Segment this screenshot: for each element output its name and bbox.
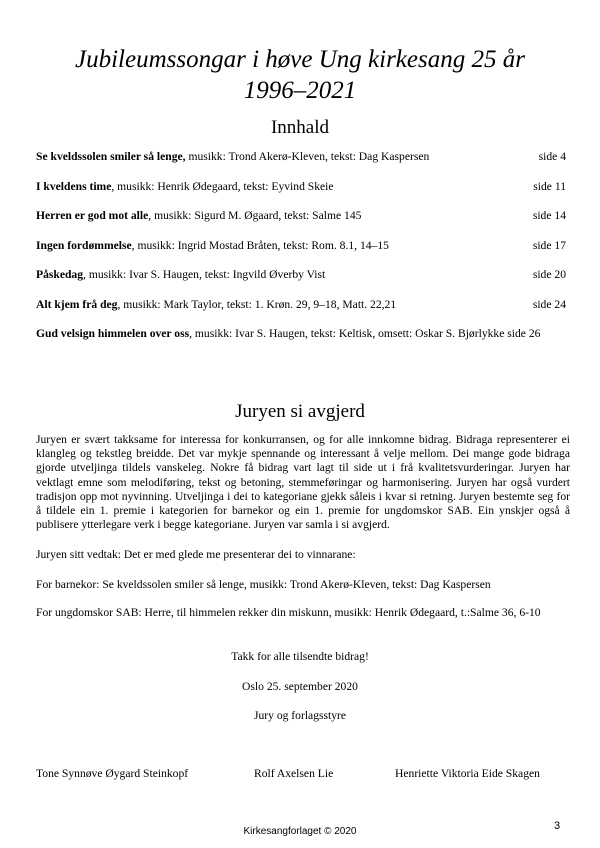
- signature-name: Henriette Viktoria Eide Skagen: [395, 767, 540, 780]
- winner-barnekor: For barnekor: Se kveldssolen smiler så lenge, musikk: Trond Akerø-Kleven, tekst: Dag Kaspersen: [36, 578, 491, 591]
- footer-publisher: Kirkesangforlaget © 2020: [243, 826, 357, 837]
- toc-page-ref: side 26: [507, 327, 541, 340]
- toc-page-ref: side 17: [532, 238, 566, 252]
- jury-heading: Juryen si avgjerd: [235, 401, 365, 422]
- toc-song-title: Ingen fordømmelse: [36, 238, 132, 252]
- toc-item: [36, 150, 566, 180]
- toc-song-title: Påskedag: [36, 268, 84, 281]
- toc-song-details: , musikk: Ivar S. Haugen, tekst: Ingvild Øverby Vist: [83, 268, 326, 281]
- thanks-line: Takk for alle tilsendte bidrag!: [231, 650, 369, 663]
- toc-page-ref: side 4: [538, 150, 566, 163]
- jury-verdict: Juryen sitt vedtak: Det er med glede me presenterar dei to vinnarane:: [36, 548, 356, 561]
- toc-item: [36, 268, 566, 298]
- toc-song-title: Se kveldssolen smiler så lenge,: [36, 150, 186, 163]
- toc-page-ref: side 24: [532, 297, 566, 311]
- signature-name: Rolf Axelsen Lie: [254, 767, 334, 780]
- document-title: [0, 44, 600, 106]
- toc-song-title: Gud velsign himmelen over oss: [36, 327, 190, 340]
- toc-song-details: , musikk: Mark Taylor, tekst: 1. Krøn. 29, 9–18, Matt. 22,21: [117, 297, 397, 311]
- table-of-contents: [36, 150, 566, 357]
- toc-song-title: I kveldens time: [36, 179, 112, 193]
- signature-name: Tone Synnøve Øygard Steinkopf: [36, 767, 189, 780]
- toc-item: [36, 327, 566, 357]
- page-number: 3: [554, 820, 561, 832]
- toc-page-ref: side 20: [532, 268, 566, 281]
- toc-heading: Innhald: [270, 117, 330, 138]
- toc-item: [36, 180, 566, 210]
- toc-song-details: musikk: Trond Akerø-Kleven, tekst: Dag Kaspersen: [185, 150, 430, 163]
- place-date-line: Oslo 25. september 2020: [242, 680, 358, 693]
- toc-song-details: , musikk: Ingrid Mostad Bråten, tekst: Rom. 8.1, 14–15: [131, 238, 389, 252]
- title-line-2: 1996–2021: [243, 77, 357, 104]
- toc-item: [36, 239, 566, 269]
- toc-page-ref: side 14: [532, 209, 566, 222]
- toc-song-title: Herren er god mot alle: [36, 209, 149, 222]
- jury-paragraph: Juryen er svært takksame for interessa for konkurransen, og for alle innkomne bidrag. Bidraga representerer ei klangleg og tekstleg breidde. Det var mykje spennande og interessant å velje mellom. Dei mange gode bidraga gjorde utveljinga tildels vanskeleg. Nokre få bidrag vart lagt til side ut i frå kvalitetsvurderingar. Juryen har vektlagt emne som melodiføring, tekst og betoning, stemmeføringar og harmonisering. Juryen har også vurdert tradisjon opp mot nyvinning. Utveljinga i dei to kategoriane gjekk såleis i kvar si retning. Juryen bestemte seg for å tildele ein 1. premie i kategorien for barnekor og ein 1. premie for ungdomskor SAB. Ein ynskjer også å publisere ytterlegare verk i begge kategoriane. Juryen var samla i si avgjerd.: [36, 433, 570, 532]
- title-line-1: Jubileumssongar i høve Ung kirkesang 25 år: [75, 46, 525, 73]
- toc-song-title: Alt kjem frå deg: [36, 297, 118, 311]
- signoff-line: Jury og forlagsstyre: [253, 709, 347, 722]
- toc-song-details: , musikk: Henrik Ødegaard, tekst: Eyvind Skeie: [111, 179, 334, 193]
- toc-song-details: , musikk: Ivar S. Haugen, tekst: Keltisk, omsett: Oskar S. Bjørlykke: [189, 327, 505, 340]
- toc-item: [36, 209, 566, 239]
- toc-song-details: , musikk: Sigurd M. Øgaard, tekst: Salme 145: [148, 209, 362, 222]
- toc-item: [36, 298, 566, 328]
- toc-page-ref: side 11: [533, 179, 566, 193]
- winner-ungdomskor: For ungdomskor SAB: Herre, til himmelen rekker din miskunn, musikk: Henrik Ødegaard, t.:Salme 36, 6-10: [36, 606, 541, 619]
